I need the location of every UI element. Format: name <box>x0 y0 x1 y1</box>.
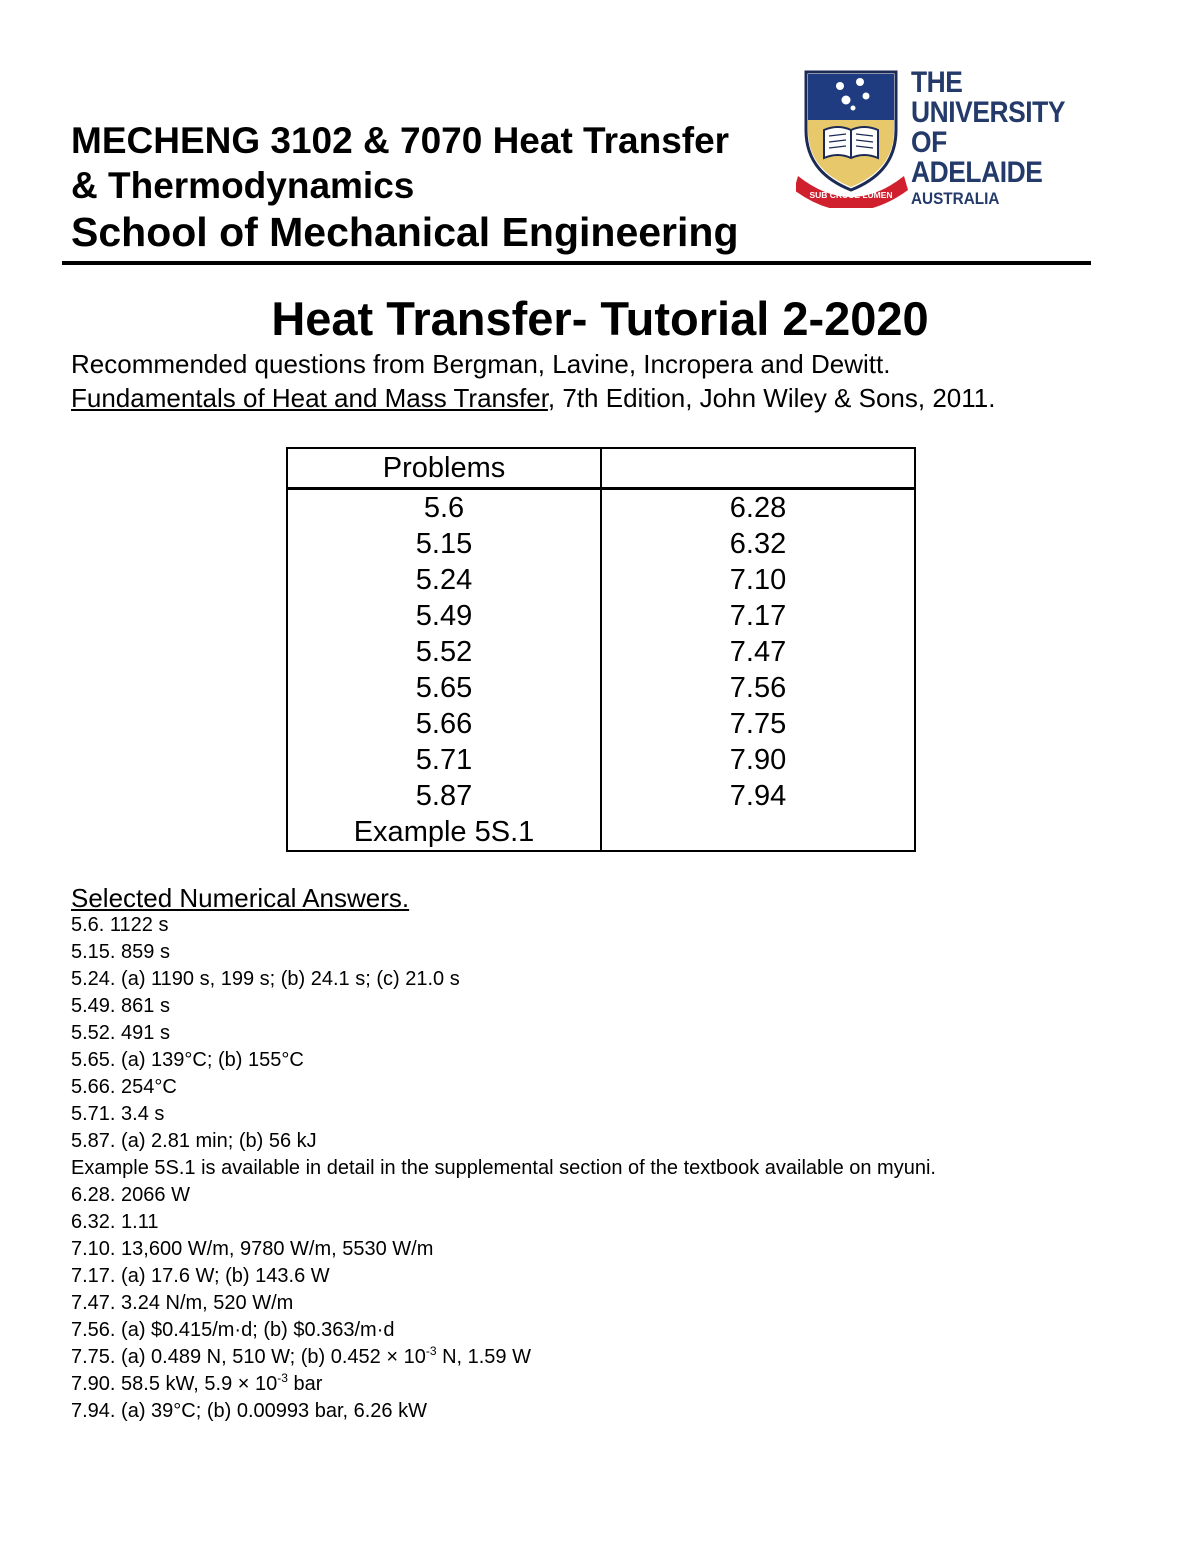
answer-item: 5.66. 254°C <box>71 1076 177 1098</box>
table-cell: Example 5S.1 <box>287 814 601 851</box>
table-cell: 5.6 <box>287 489 601 527</box>
column-header <box>601 448 915 489</box>
numerical-answers <box>71 881 936 1425</box>
table-row <box>287 814 915 851</box>
book-title: Fundamentals of Heat and Mass Transfer <box>71 383 548 413</box>
answer-item: 5.52. 491 s <box>71 1022 170 1044</box>
table-row <box>287 598 915 634</box>
table-row <box>287 526 915 562</box>
answer-item <box>71 1371 936 1398</box>
wordmark-line2: OF ADELAIDE <box>911 126 1043 189</box>
university-crest-icon <box>796 68 911 208</box>
table-cell: 5.66 <box>287 706 601 742</box>
university-logo <box>796 68 1106 208</box>
table-row <box>287 670 915 706</box>
table-row <box>287 706 915 742</box>
table-cell: 7.10 <box>601 562 915 598</box>
intro-line1: Recommended questions from Bergman, Lavine, Incropera and Dewitt. <box>71 349 891 379</box>
answer-item: 5.65. (a) 139°C; (b) 155°C <box>71 1049 304 1071</box>
answer-text: 7.75. (a) 0.489 N, 510 W; (b) 0.452 × 10 <box>71 1346 426 1368</box>
answer-item: 7.17. (a) 17.6 W; (b) 143.6 W <box>71 1265 330 1287</box>
school-title: School of Mechanical Engineering <box>71 209 739 255</box>
answer-item: Example 5S.1 is available in detail in the supplemental section of the textbook available on myuni. <box>71 1157 936 1179</box>
table-cell: 5.24 <box>287 562 601 598</box>
table-row <box>287 489 915 527</box>
table-cell: 5.52 <box>287 634 601 670</box>
answer-item: 7.94. (a) 39°C; (b) 0.00993 bar, 6.26 kW <box>71 1400 427 1422</box>
motto-text: SUB CRUCE LUMEN <box>809 190 893 200</box>
course-title-line2: & Thermodynamics <box>71 165 415 206</box>
answer-item: 5.15. 859 s <box>71 941 170 963</box>
wordmark-line3: AUSTRALIA <box>911 189 1000 208</box>
table-row <box>287 562 915 598</box>
table-cell: 5.65 <box>287 670 601 706</box>
tutorial-title: Heat Transfer- Tutorial 2-2020 <box>271 292 929 345</box>
answer-item: 5.6. 1122 s <box>71 914 169 936</box>
answer-item: 5.71. 3.4 s <box>71 1103 165 1125</box>
table-cell: 7.75 <box>601 706 915 742</box>
column-header: Problems <box>287 448 601 489</box>
table-row <box>287 634 915 670</box>
table-cell: 6.32 <box>601 526 915 562</box>
book-details: , 7th Edition, John Wiley & Sons, 2011. <box>547 383 996 413</box>
answer-text: 7.90. 58.5 kW, 5.9 × 10 <box>71 1373 278 1395</box>
answer-item: 7.10. 13,600 W/m, 9780 W/m, 5530 W/m <box>71 1238 434 1260</box>
course-title-line1: MECHENG 3102 & 7070 Heat Transfer <box>71 120 730 161</box>
answers-heading: Selected Numerical Answers. <box>71 883 410 913</box>
problems-table <box>286 447 916 852</box>
table-cell <box>601 814 915 851</box>
table-cell: 7.94 <box>601 778 915 814</box>
table-cell: 5.71 <box>287 742 601 778</box>
answer-item: 5.24. (a) 1190 s, 199 s; (b) 24.1 s; (c) 21.0 s <box>71 968 460 990</box>
university-wordmark <box>911 68 1106 210</box>
table-cell: 7.17 <box>601 598 915 634</box>
answer-exponent: -3 <box>277 1371 288 1385</box>
answer-exponent: -3 <box>425 1344 437 1358</box>
intro-line2 <box>71 381 995 415</box>
table-cell: 5.49 <box>287 598 601 634</box>
answer-item: 6.28. 2066 W <box>71 1184 190 1206</box>
answer-text: bar <box>287 1373 323 1395</box>
answer-item: 5.49. 861 s <box>71 995 170 1017</box>
table-cell: 6.28 <box>601 489 915 527</box>
table-row <box>287 742 915 778</box>
table-cell: 5.15 <box>287 526 601 562</box>
wordmark-line1: THE UNIVERSITY <box>911 66 1066 129</box>
table-header-row <box>287 448 915 489</box>
table-cell: 5.87 <box>287 778 601 814</box>
answer-item <box>71 1344 936 1371</box>
course-title <box>71 118 729 208</box>
intro-text <box>71 347 995 415</box>
table-cell: 7.47 <box>601 634 915 670</box>
answer-item: 6.32. 1.11 <box>71 1211 159 1233</box>
table-row <box>287 778 915 814</box>
table-cell: 7.56 <box>601 670 915 706</box>
header-divider <box>62 261 1091 265</box>
table-cell: 7.90 <box>601 742 915 778</box>
answer-item: 5.87. (a) 2.81 min; (b) 56 kJ <box>71 1130 317 1152</box>
answer-text: N, 1.59 W <box>436 1346 531 1368</box>
answer-item: 7.56. (a) $0.415/m·d; (b) $0.363/m·d <box>71 1319 395 1341</box>
answer-item: 7.47. 3.24 N/m, 520 W/m <box>71 1292 294 1314</box>
